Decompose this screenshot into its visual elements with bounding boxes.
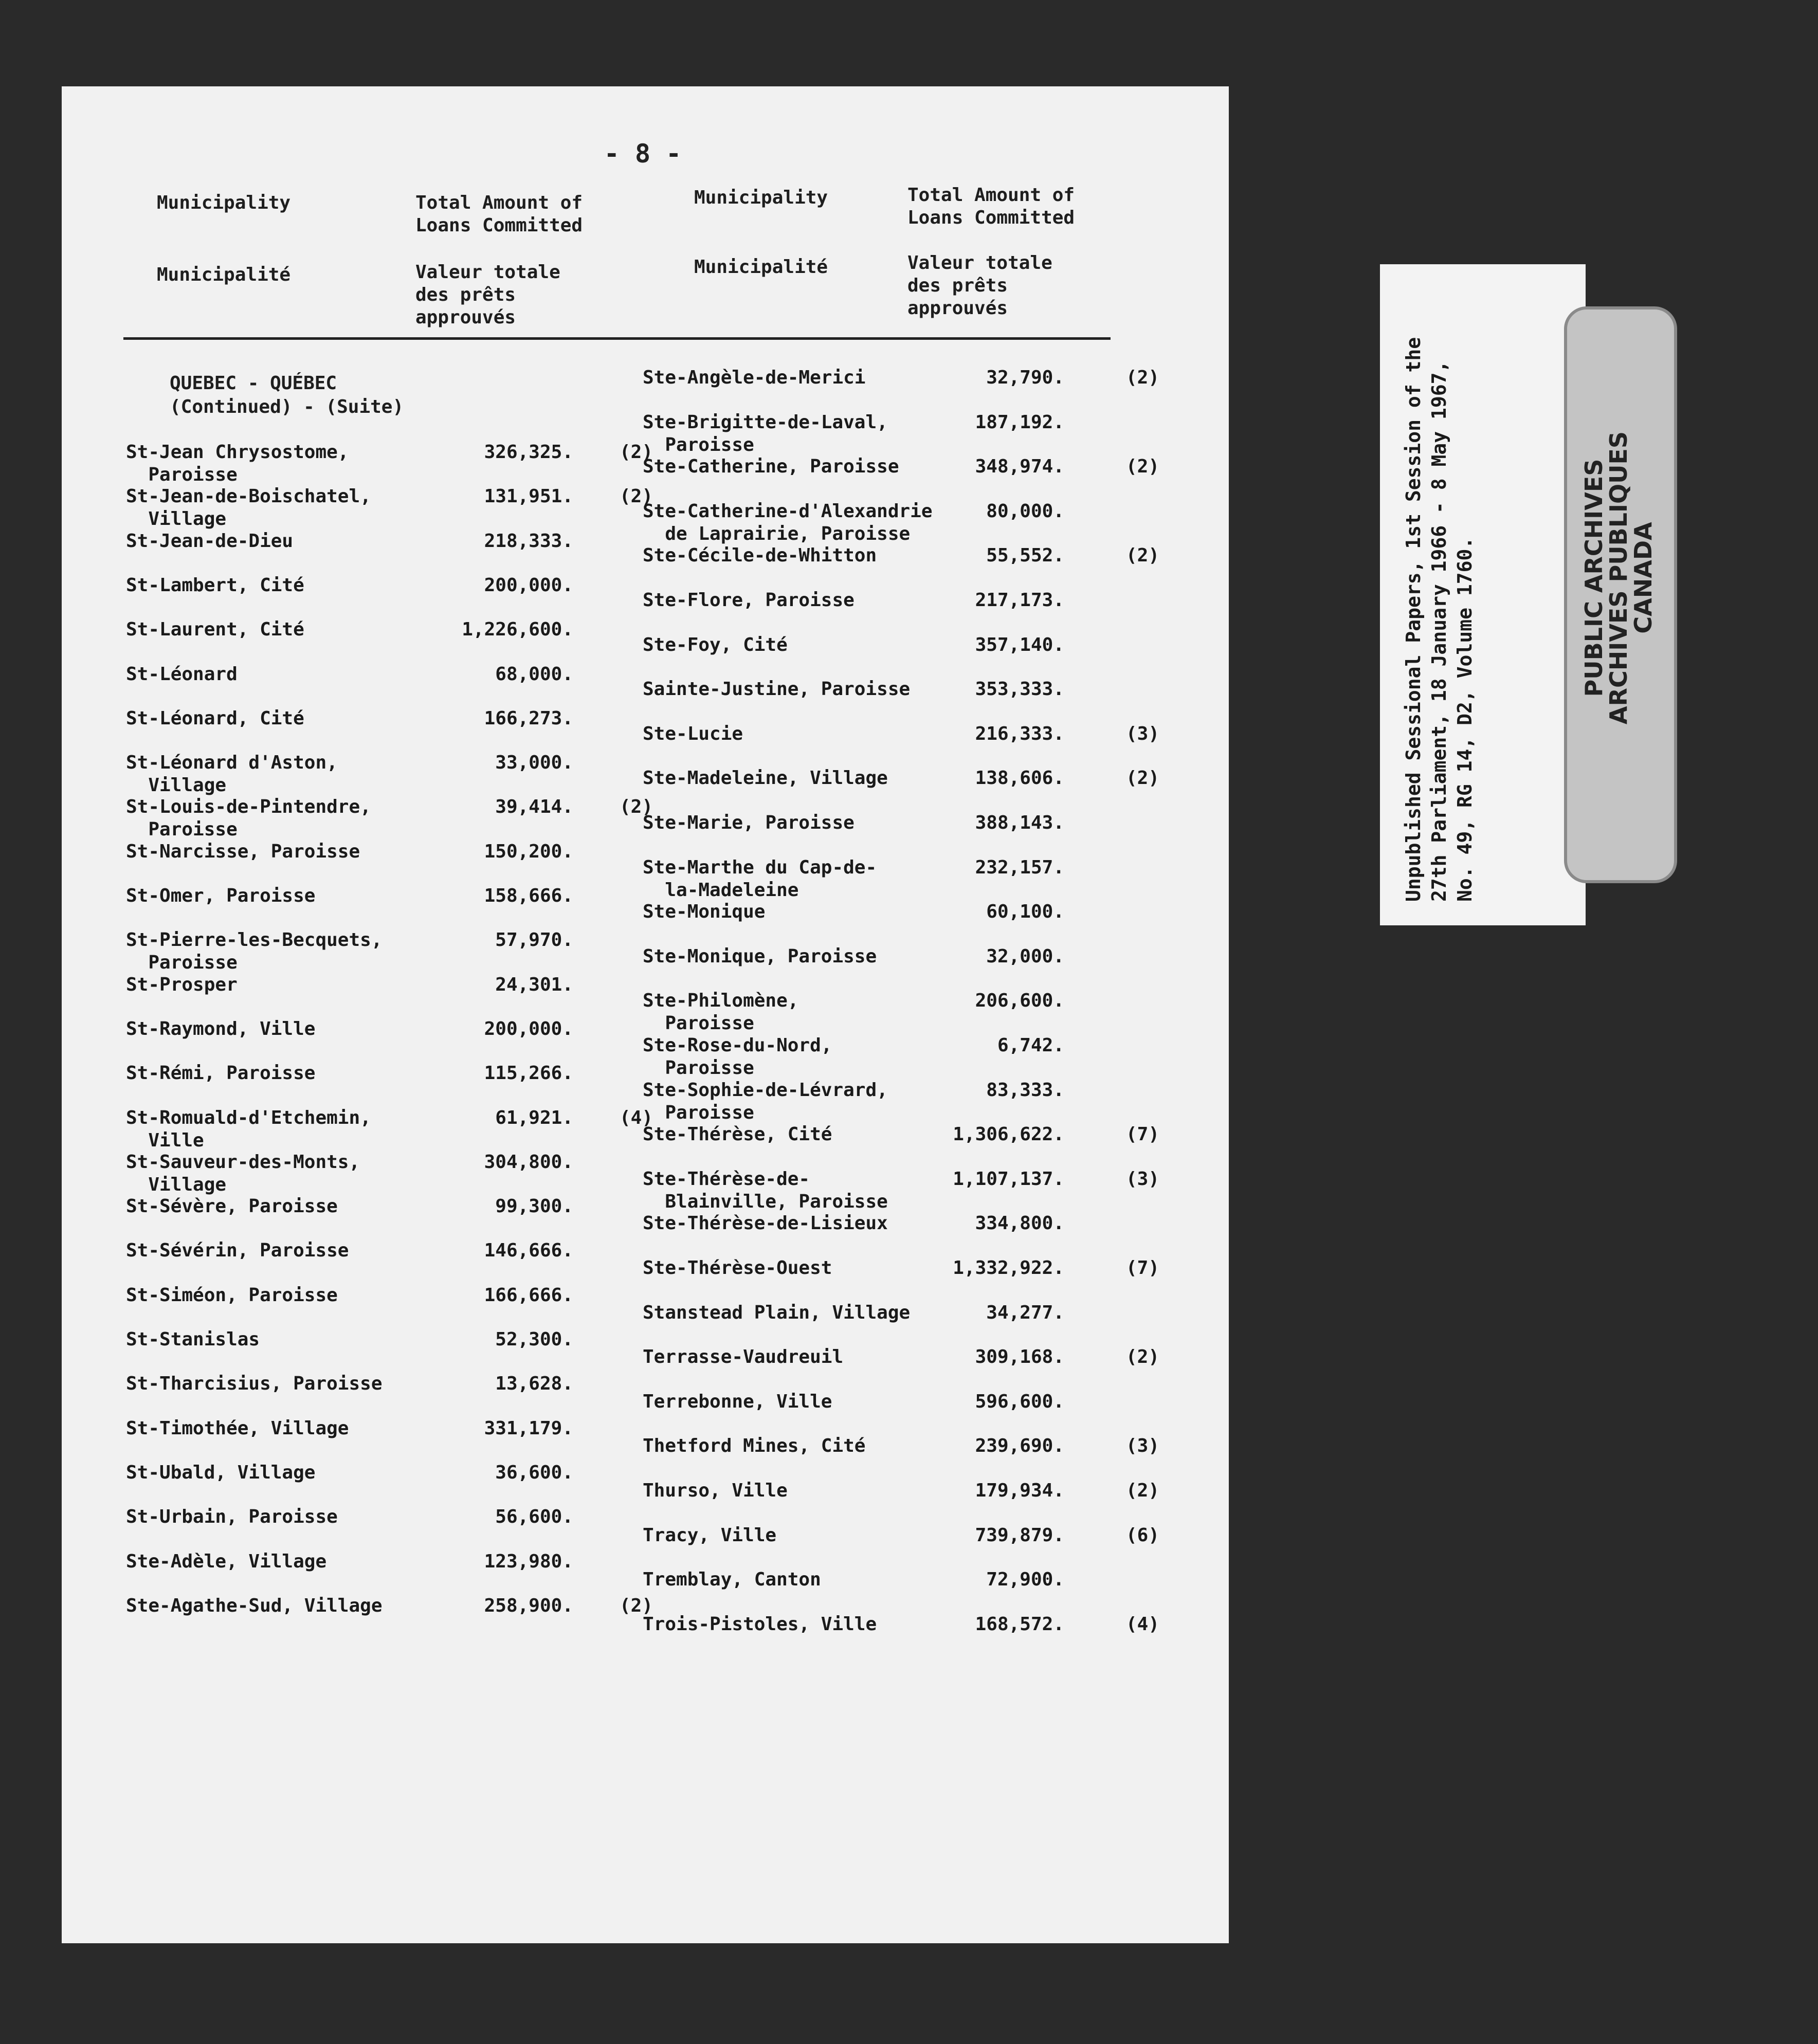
header-amount-fr-right: Valeur totale des prêts approuvés (907, 252, 1052, 319)
municipality-name: St-Rémi, Paroisse (126, 1063, 316, 1084)
citation-line: Unpublished Sessional Papers, 1st Session of the (1402, 337, 1425, 902)
municipality-name: Tracy, Ville (643, 1524, 777, 1546)
loan-amount: 115,266. (484, 1063, 573, 1084)
stamp-line: ARCHIVES PUBLIQUES (1605, 431, 1632, 725)
loan-amount: 55,552. (986, 545, 1064, 567)
loan-amount: 1,306,622. (953, 1124, 1064, 1145)
municipality-name: Ste-Marie, Paroisse (643, 812, 855, 833)
municipality-name: Ste-Cécile-de-Whitton (643, 545, 877, 567)
header-municipality-en-right: Municipality (694, 187, 828, 208)
archive-stamp-text (1581, 321, 1656, 835)
municipality-name: Ste-Lucie (643, 723, 743, 744)
loan-amount: 83,333. (986, 1079, 1064, 1101)
municipality-name: Stanstead Plain, Village (643, 1302, 911, 1323)
municipality-name: St-Laurent, Cité (126, 619, 304, 641)
loan-amount: 61,921. (495, 1107, 573, 1128)
footnote-ref: (2) (1126, 545, 1160, 567)
municipality-name: St-Léonard d'Aston, Village (126, 752, 338, 796)
header-municipality-en-left: Municipality (157, 192, 291, 213)
loan-amount: 6,742. (997, 1035, 1064, 1056)
loan-amount: 216,333. (975, 723, 1064, 744)
loan-amount: 200,000. (484, 574, 573, 596)
loan-amount: 123,980. (484, 1550, 573, 1572)
header-rule (123, 337, 1111, 340)
footnote-ref: (3) (1126, 1435, 1160, 1457)
municipality-name: Ste-Agathe-Sud, Village (126, 1595, 383, 1616)
loan-amount: 99,300. (495, 1196, 573, 1217)
loan-amount: 258,900. (484, 1595, 573, 1616)
footnote-ref: (2) (620, 1595, 653, 1616)
municipality-name: St-Lambert, Cité (126, 574, 304, 596)
citation-line: No. 49, RG 14, D2, Volume 1760. (1453, 537, 1476, 902)
municipality-name: Ste-Catherine-d'Alexandrie de Laprairie, Paroisse (643, 500, 933, 544)
loan-amount: 357,140. (975, 634, 1064, 655)
loan-amount: 60,100. (986, 901, 1064, 923)
municipality-name: Ste-Madeleine, Village (643, 768, 888, 789)
municipality-name: Ste-Monique (643, 901, 766, 923)
section-title: QUEBEC - QUÉBEC (170, 373, 337, 394)
loan-amount: 146,666. (484, 1240, 573, 1262)
municipality-name: St-Raymond, Ville (126, 1018, 316, 1039)
loan-amount: 13,628. (495, 1373, 573, 1395)
municipality-name: Ste-Adèle, Village (126, 1550, 327, 1572)
footnote-ref: (7) (1126, 1257, 1160, 1279)
loan-amount: 179,934. (975, 1480, 1064, 1501)
municipality-name: Ste-Thérèse, Cité (643, 1124, 832, 1145)
footnote-ref: (2) (1126, 367, 1160, 388)
municipality-name: St-Léonard (126, 663, 238, 685)
loan-amount: 217,173. (975, 590, 1064, 611)
loan-amount: 57,970. (495, 929, 573, 951)
municipality-name: Ste-Marthe du Cap-de- la-Madeleine (643, 856, 877, 901)
municipality-name: Ste-Foy, Cité (643, 634, 788, 655)
municipality-name: St-Léonard, Cité (126, 707, 304, 729)
loan-amount: 348,974. (975, 456, 1064, 478)
loan-amount: 218,333. (484, 530, 573, 552)
municipality-name: St-Siméon, Paroisse (126, 1284, 338, 1306)
municipality-name: Ste-Catherine, Paroisse (643, 456, 899, 478)
loan-amount: 187,192. (975, 411, 1064, 433)
loan-amount: 138,606. (975, 768, 1064, 789)
loan-amount: 596,600. (975, 1391, 1064, 1412)
municipality-name: Ste-Thérèse-Ouest (643, 1257, 832, 1279)
citation-line: 27th Parliament, 18 January 1966 - 8 May 1967, (1428, 360, 1450, 902)
header-amount-en-left: Total Amount of Loans Committed (415, 192, 583, 236)
municipality-name: St-Ubald, Village (126, 1462, 316, 1483)
municipality-name: Sainte-Justine, Paroisse (643, 679, 911, 700)
loan-amount: 304,800. (484, 1151, 573, 1173)
loan-amount: 739,879. (975, 1524, 1064, 1546)
municipality-name: St-Jean-de-Boischatel, Village (126, 486, 371, 530)
stamp-line: CANADA (1629, 522, 1657, 634)
municipality-name: Ste-Thérèse-de-Lisieux (643, 1213, 888, 1234)
header-amount-fr-left: Valeur totale des prêts approuvés (415, 262, 560, 328)
municipality-name: Thetford Mines, Cité (643, 1435, 866, 1457)
footnote-ref: (4) (1126, 1613, 1160, 1635)
municipality-name: St-Prosper (126, 974, 238, 995)
loan-amount: 1,332,922. (953, 1257, 1064, 1279)
municipality-name: St-Omer, Paroisse (126, 885, 316, 906)
loan-amount: 239,690. (975, 1435, 1064, 1457)
loan-amount: 388,143. (975, 812, 1064, 833)
loan-amount: 52,300. (495, 1329, 573, 1350)
footnote-ref: (2) (620, 442, 653, 463)
municipality-name: St-Tharcisius, Paroisse (126, 1373, 383, 1395)
header-municipality-fr-right: Municipalité (694, 257, 828, 278)
footnote-ref: (2) (1126, 1480, 1160, 1501)
footnote-ref: (2) (1126, 768, 1160, 789)
loan-amount: 166,666. (484, 1284, 573, 1306)
loan-amount: 200,000. (484, 1018, 573, 1039)
loan-amount: 158,666. (484, 885, 573, 906)
municipality-name: St-Stanislas (126, 1329, 260, 1350)
municipality-name: St-Louis-de-Pintendre, Paroisse (126, 796, 371, 841)
loan-amount: 166,273. (484, 707, 573, 729)
municipality-name: Trois-Pistoles, Ville (643, 1613, 877, 1635)
loan-amount: 334,800. (975, 1213, 1064, 1234)
municipality-name: St-Sévérin, Paroisse (126, 1240, 349, 1262)
municipality-name: Thurso, Ville (643, 1480, 788, 1501)
municipality-name: Ste-Flore, Paroisse (643, 590, 855, 611)
stamp-line: PUBLIC ARCHIVES (1580, 459, 1608, 697)
municipality-name: St-Sauveur-des-Monts, Village (126, 1151, 360, 1195)
archive-label (1380, 264, 1657, 925)
footnote-ref: (3) (1126, 723, 1160, 744)
section-subtitle: (Continued) - (Suite) (170, 396, 404, 417)
loan-amount: 68,000. (495, 663, 573, 685)
footnote-ref: (2) (620, 486, 653, 507)
loan-amount: 331,179. (484, 1417, 573, 1439)
loan-amount: 168,572. (975, 1613, 1064, 1635)
loan-amount: 56,600. (495, 1506, 573, 1528)
document-page (62, 86, 1229, 1943)
page-number: - 8 - (604, 139, 682, 169)
loan-amount: 131,951. (484, 486, 573, 507)
municipality-name: Ste-Brigitte-de-Laval, Paroisse (643, 411, 888, 455)
footnote-ref: (4) (620, 1107, 653, 1128)
loan-amount: 33,000. (495, 752, 573, 774)
loan-amount: 32,790. (986, 367, 1064, 388)
loan-amount: 309,168. (975, 1346, 1064, 1368)
loan-amount: 72,900. (986, 1569, 1064, 1591)
municipality-name: Tremblay, Canton (643, 1569, 821, 1591)
municipality-name: St-Urbain, Paroisse (126, 1506, 338, 1528)
loan-amount: 232,157. (975, 856, 1064, 878)
loan-amount: 36,600. (495, 1462, 573, 1483)
municipality-name: Ste-Monique, Paroisse (643, 945, 877, 967)
municipality-name: St-Sévère, Paroisse (126, 1196, 338, 1217)
municipality-name: St-Romuald-d'Etchemin, Ville (126, 1107, 371, 1151)
header-amount-en-right: Total Amount of Loans Committed (907, 185, 1075, 228)
municipality-name: Ste-Philomène, Paroisse (643, 990, 799, 1034)
loan-amount: 326,325. (484, 442, 573, 463)
header-municipality-fr-left: Municipalité (157, 264, 291, 285)
footnote-ref: (2) (620, 796, 653, 818)
municipality-name: St-Jean-de-Dieu (126, 530, 294, 552)
loan-amount: 206,600. (975, 990, 1064, 1012)
loan-amount: 1,226,600. (462, 619, 573, 641)
municipality-name: St-Jean Chrysostome, Paroisse (126, 442, 349, 485)
footnote-ref: (7) (1126, 1124, 1160, 1145)
municipality-name: Ste-Thérèse-de- Blainville, Paroisse (643, 1168, 888, 1212)
loan-amount: 32,000. (986, 945, 1064, 967)
loan-amount: 39,414. (495, 796, 573, 818)
footnote-ref: (3) (1126, 1168, 1160, 1190)
municipality-name: Terrasse-Vaudreuil (643, 1346, 844, 1368)
footnote-ref: (2) (1126, 1346, 1160, 1368)
loan-amount: 353,333. (975, 679, 1064, 700)
municipality-name: Ste-Sophie-de-Lévrard, Paroisse (643, 1079, 888, 1123)
archive-citation (1401, 275, 1478, 902)
municipality-name: Ste-Angèle-de-Merici (643, 367, 866, 388)
municipality-name: St-Timothée, Village (126, 1417, 349, 1439)
loan-amount: 1,107,137. (953, 1168, 1064, 1190)
municipality-name: Ste-Rose-du-Nord, Paroisse (643, 1035, 832, 1079)
loan-amount: 24,301. (495, 974, 573, 995)
footnote-ref: (6) (1126, 1524, 1160, 1546)
footnote-ref: (2) (1126, 456, 1160, 478)
loan-amount: 80,000. (986, 500, 1064, 522)
section-heading (170, 372, 404, 419)
loan-amount: 150,200. (484, 841, 573, 862)
municipality-name: St-Narcisse, Paroisse (126, 841, 360, 862)
loan-amount: 34,277. (986, 1302, 1064, 1323)
municipality-name: Terrebonne, Ville (643, 1391, 832, 1412)
municipality-name: St-Pierre-les-Becquets, Paroisse (126, 929, 383, 974)
